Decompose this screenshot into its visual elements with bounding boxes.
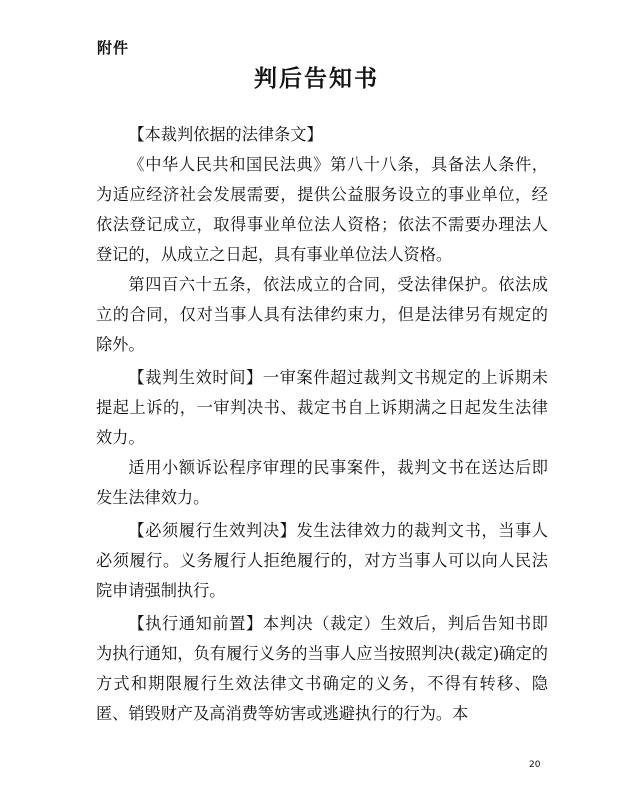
document-title: 判后告知书 bbox=[254, 66, 379, 92]
page-number: 20 bbox=[529, 760, 541, 770]
paragraph-civil-code-article-88: 《中华人民共和国民法典》第八十八条，具备法人条件，为适应经济社会发展需要，提供公益服务设立的事业单位，经依法登记成立，取得事业单位法人资格；依法不需要办理法人登记的，从成立之日起，具有事业单位法人资格。 bbox=[96, 155, 548, 264]
paragraph-must-perform: 【必须履行生效判决】发生法律效力的裁判文书，当事人必须履行。义务履行人拒绝履行的，对方当事人可以向人民法院申请强制执行。 bbox=[96, 521, 548, 600]
paragraph-article-465: 第四百六十五条，依法成立的合同，受法律保护。依法成立的合同，仅对当事人具有法律约束力，但是法律另有规定的除外。 bbox=[96, 275, 548, 354]
document-body bbox=[96, 120, 548, 729]
paragraph-effective-time: 【裁判生效时间】一审案件超过裁判文书规定的上诉期未提起上诉的，一审判决书、裁定书自上诉期满之日起发生法律效力。 bbox=[96, 368, 548, 447]
attachment-label: 附件 bbox=[97, 39, 130, 57]
paragraph-small-claims: 适用小额诉讼程序审理的民事案件，裁判文书在送达后即发生法律效力。 bbox=[96, 458, 548, 507]
paragraph-legal-basis-heading: 【本裁判依据的法律条文】 bbox=[128, 125, 323, 144]
paragraph-enforcement-notice: 【执行通知前置】本判决（裁定）生效后，判后告知书即为执行通知，负有履行义务的当事人应当按照判决(裁定)确定的方式和期限履行生效法律文书确定的义务，不得有转移、隐匿、销毁财产及高消费等妨害或逃避执行的行为。本 bbox=[96, 614, 548, 723]
